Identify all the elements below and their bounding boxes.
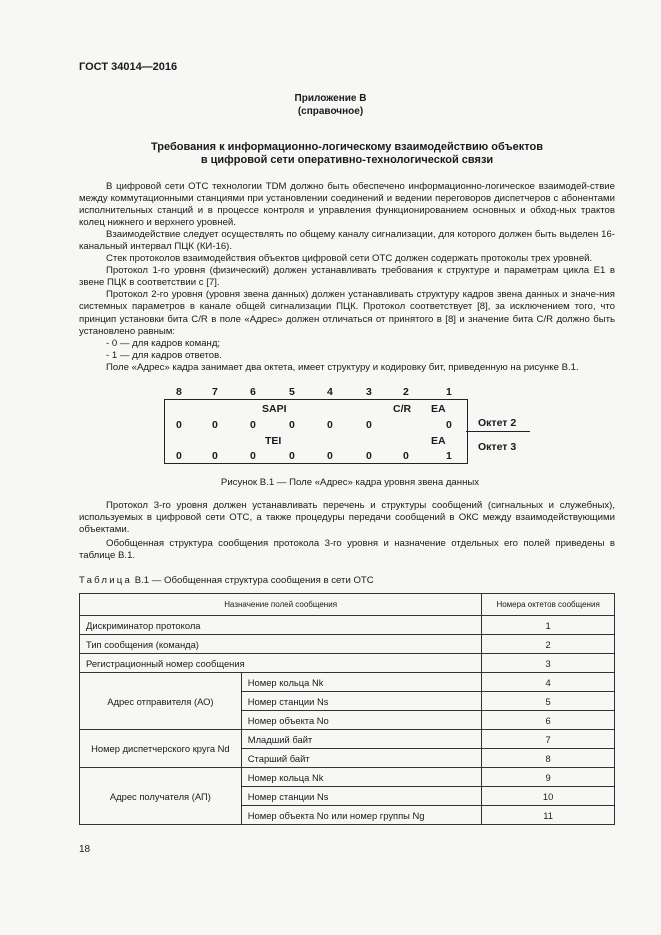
paragraph: Протокол 3-го уровня должен устанавливать перечень и структуры сообщений (сигнальных и служебных), используемых в цифровой сети ОТС, а также процедуры передачи сообщений в ОКС между взаимодействующими объектами. <box>79 500 615 536</box>
bit-number: 5 <box>289 386 295 398</box>
paragraph: В цифровой сети ОТС технологии TDM должно быть обеспечено информационно-логическое взаимодей-ствие между коммутационными станциями при установлении соединений и ведении переговоров диспетчеров с абонентами исполнительных станций и в процессе контроля и управления функционированием основных и обход-ных трактов колец нижнего и верхнего уровней. <box>79 181 615 229</box>
field-name: Регистрационный номер сообщения <box>80 654 482 673</box>
paragraph: Поле «Адрес» кадра занимает два октета, имеет структуру и кодировку бит, приведенную на рисунке В.1. <box>106 361 579 373</box>
octet-number: 3 <box>482 654 615 673</box>
table-caption <box>79 575 374 586</box>
subfield-name: Номер объекта No <box>241 711 481 730</box>
tei-label: TEI <box>265 435 282 447</box>
ea-label: EA <box>431 403 446 415</box>
table-row <box>80 673 615 692</box>
ea-label: EA <box>431 435 446 447</box>
octet-2-label: Октет 2 <box>478 417 517 429</box>
octet-number: 8 <box>482 749 615 768</box>
octet-number: 7 <box>482 730 615 749</box>
bit-value: 0 <box>176 450 182 462</box>
subfield-name: Номер станции Ns <box>241 787 481 806</box>
table-row <box>80 730 615 749</box>
bit-value: 0 <box>212 450 218 462</box>
field-name: Тип сообщения (команда) <box>80 635 482 654</box>
subfield-name: Номер кольца Nk <box>241 768 481 787</box>
paragraph: Протокол 1-го уровня (физический) должен устанавливать требования к структуре и параметрам цикла Е1 в звене ПЦК в соответствии с [7]. <box>79 265 615 289</box>
field-name: Номер диспетчерского круга Nd <box>80 730 242 768</box>
bit-value: 0 <box>366 450 372 462</box>
figure-caption: Рисунок В.1 — Поле «Адрес» кадра уровня звена данных <box>220 477 480 488</box>
octet-number: 10 <box>482 787 615 806</box>
appendix-note: (справочное) <box>297 106 364 117</box>
octet-number: 11 <box>482 806 615 825</box>
bit-number: 6 <box>250 386 256 398</box>
octet-number: 4 <box>482 673 615 692</box>
list-item: - 1 — для кадров ответов. <box>106 349 222 361</box>
bit-number: 4 <box>327 386 333 398</box>
subfield-name: Старший байт <box>241 749 481 768</box>
bit-value: 0 <box>250 419 256 431</box>
bit-value: 0 <box>446 419 452 431</box>
octet-3-label: Октет 3 <box>478 441 517 453</box>
table-row <box>80 635 615 654</box>
section-title-line1: Требования к информационно-логическому взаимодействию объектов <box>151 141 543 153</box>
octet-number: 1 <box>482 616 615 635</box>
bit-value: 0 <box>366 419 372 431</box>
table-caption-text: В.1 — Обобщенная структура сообщения в сети ОТС <box>134 575 374 586</box>
bit-number: 3 <box>366 386 372 398</box>
table-header-row <box>80 594 615 616</box>
subfield-name: Номер кольца Nk <box>241 673 481 692</box>
column-header: Назначение полей сообщения <box>80 594 482 616</box>
bit-value: 0 <box>250 450 256 462</box>
bit-number: 1 <box>446 386 452 398</box>
paragraph: Протокол 2-го уровня (уровня звена данных) должен устанавливать структуру кадров звена данных и значе-ния системных параметров в канале общей сигнализации ПЦК. Протокол соответствует [8], за исключением того, что принцип установки бита С/R в поле «Адрес» должен отличаться от принятого в [8] и значение бита С/R должно быть установлено равным: <box>79 289 615 337</box>
address-field-frame <box>164 399 468 464</box>
list-item: - 0 — для кадров команд; <box>106 337 221 349</box>
bit-value: 0 <box>289 450 295 462</box>
sapi-label: SAPI <box>262 403 287 415</box>
cr-label: C/R <box>393 403 412 415</box>
page-number: 18 <box>79 844 91 855</box>
message-structure-table <box>79 593 615 825</box>
paragraph: Обобщенная структура сообщения протокола 3-го уровня и назначение отдельных его полей приведены в таблице В.1. <box>79 538 615 562</box>
bit-value: 0 <box>403 450 409 462</box>
bit-value: 0 <box>212 419 218 431</box>
subfield-name: Номер объекта No или номер группы Ng <box>241 806 481 825</box>
bit-value: 0 <box>327 450 333 462</box>
table-row <box>80 768 615 787</box>
table-caption-prefix: Таблица <box>79 575 133 586</box>
octet-number: 2 <box>482 635 615 654</box>
bit-number: 8 <box>176 386 182 398</box>
document-header: ГОСТ 34014—2016 <box>79 61 178 73</box>
table-row <box>80 616 615 635</box>
octet-number: 9 <box>482 768 615 787</box>
octet-divider <box>466 431 530 432</box>
table-row <box>80 654 615 673</box>
field-name: Адрес отправителя (АО) <box>80 673 242 730</box>
body-text <box>79 181 615 374</box>
subfield-name: Номер станции Ns <box>241 692 481 711</box>
column-header: Номера октетов сообщения <box>482 594 615 616</box>
subfield-name: Младший байт <box>241 730 481 749</box>
octet-number: 5 <box>482 692 615 711</box>
section-title-line2: в цифровой сети оперативно-технологической связи <box>200 154 494 166</box>
section-title <box>0 141 661 167</box>
body-text-2 <box>79 500 615 564</box>
appendix-heading <box>0 92 661 118</box>
bit-number: 2 <box>403 386 409 398</box>
bit-number: 7 <box>212 386 218 398</box>
field-name: Дискриминатор протокола <box>80 616 482 635</box>
paragraph: Взаимодействие следует осуществлять по общему каналу сигнализации, для которого должен быть выделен 16-канальный интервал ПЦК (КИ-16). <box>79 229 615 253</box>
bit-value: 0 <box>327 419 333 431</box>
bit-value: 0 <box>289 419 295 431</box>
bit-value: 0 <box>176 419 182 431</box>
paragraph: Стек протоколов взаимодействия объектов цифровой сети ОТС должен содержать протоколы трех уровней. <box>106 253 593 265</box>
octet-number: 6 <box>482 711 615 730</box>
bit-value: 1 <box>446 450 452 462</box>
appendix-title: Приложение В <box>294 93 367 104</box>
field-name: Адрес получателя (АП) <box>80 768 242 825</box>
